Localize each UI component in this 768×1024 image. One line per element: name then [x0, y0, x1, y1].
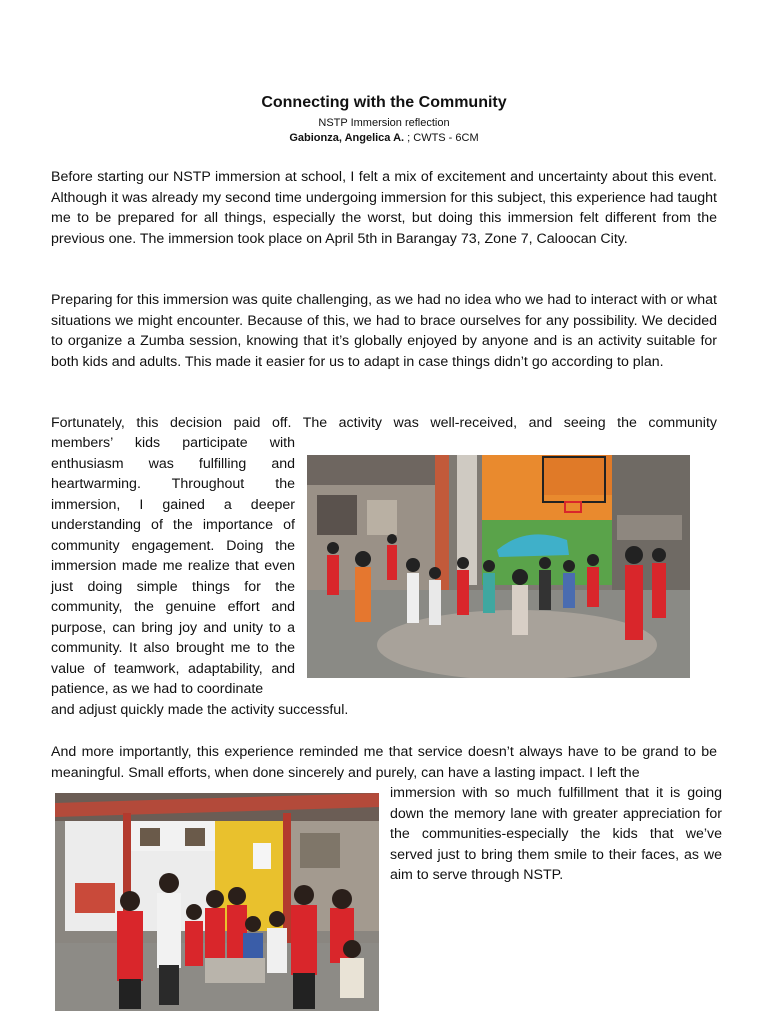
page-title: Connecting with the Community: [261, 94, 507, 111]
group-photo: [55, 793, 379, 1011]
author-section: ; CWTS - 6CM: [404, 132, 479, 144]
page-subtitle: NSTP Immersion reflection: [318, 117, 450, 129]
paragraph-3-wrapped: members’ kids participate with enthusiasm was fulfilling and heartwarming. Throughout the immersion, I gained a deeper understanding of the importance of community engagement. Doing the immersion made me realize that even just doing simple things for the community, the genuine effort and purpose, can bring joy and unity to a community. It also brought me to the value of teamwork, adaptability, and patience, as we had to coordinate: [51, 435, 295, 697]
paragraph-2: Preparing for this immersion was quite challenging, as we had no idea who we had to interact with or what situations we might encounter. Because of this, we had to brace ourselves for any possibility. We decided to organize a Zumba session, knowing that it’s globally enjoyed by anyone and is an activity suitable for both kids and adults. This made it easier for us to adapt in case things didn’t go according to plan.: [51, 292, 717, 370]
paragraph-1: Before starting our NSTP immersion at school, I felt a mix of excitement and uncertainty about this event. Although it was already my second time undergoing immersion for this subject, this experience had taught me to be prepared for all things, especially the worst, but doing this immersion felt different from the previous one. The immersion took place on April 5th in Barangay 73, Zone 7, Caloocan City.: [51, 169, 717, 247]
paragraph-4-wrapped: immersion with so much fulfillment that it is going down the memory lane with greater appreciation for the communities-especially the kids that we’ve served just to bring them smile to their faces, as we aim to serve through NSTP.: [390, 785, 722, 883]
author-line: [0, 132, 768, 144]
paragraph-4-intro: And more importantly, this experience reminded me that service doesn’t always have to be grand to be meaningful. Small efforts, when done sincerely and purely, can have a lasting impact. I left the: [51, 744, 717, 781]
author-name: Gabionza, Angelica A.: [289, 132, 405, 144]
paragraph-3-end: and adjust quickly made the activity successful.: [51, 702, 349, 718]
paragraph-3-intro: Fortunately, this decision paid off. The activity was well-received, and seeing the community: [51, 415, 717, 431]
zumba-session-photo: [307, 455, 690, 678]
